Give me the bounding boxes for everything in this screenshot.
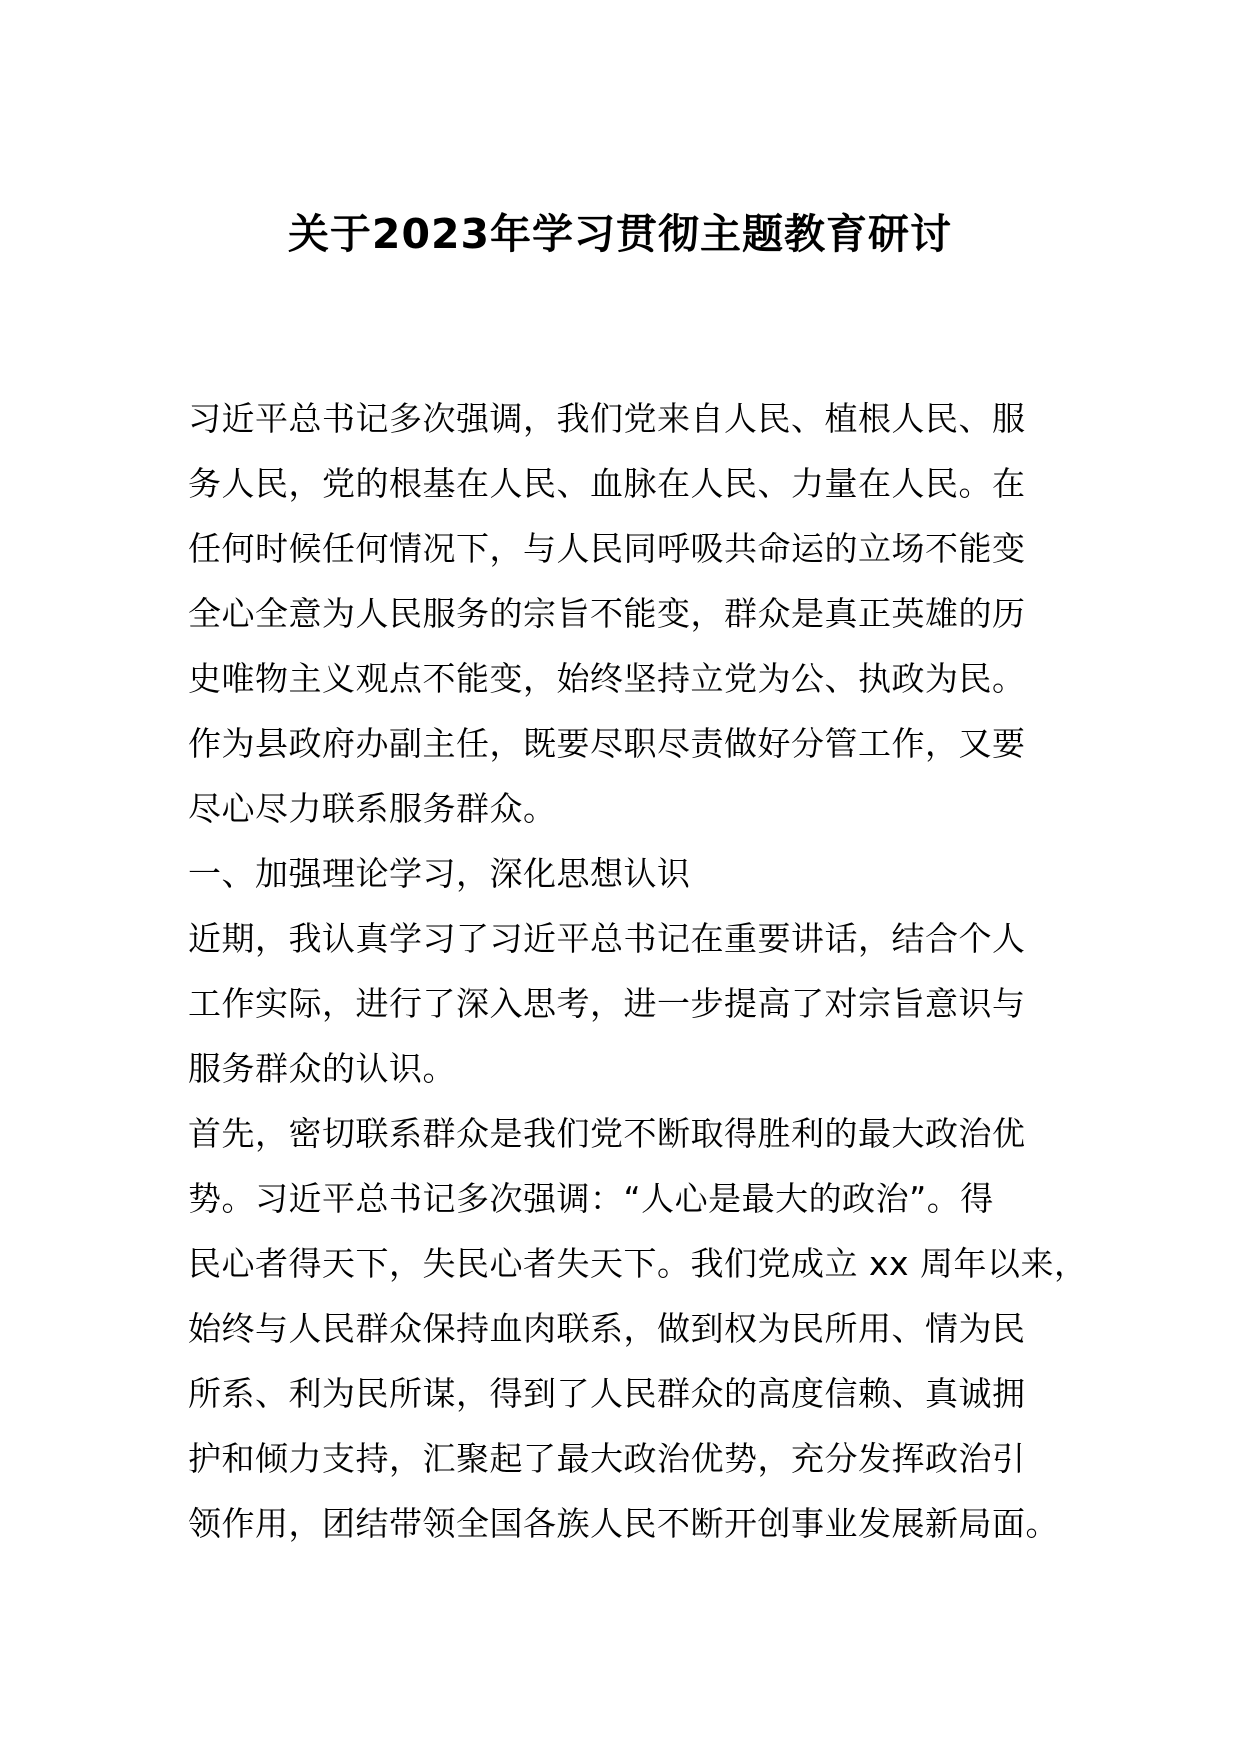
body-line: 近期，我认真学习了习近平总书记在重要讲话，结合个人: [188, 919, 1026, 958]
body-line: 工作实际，进行了深入思考，进一步提高了对宗旨意识与: [188, 984, 1026, 1023]
body-line: 习近平总书记多次强调，我们党来自人民、植根人民、服: [188, 399, 1026, 438]
body-line: 护和倾力支持，汇聚起了最大政治优势，充分发挥政治引: [188, 1439, 1026, 1478]
body-line: 史唯物主义观点不能变，始终坚持立党为公、执政为民。: [188, 659, 1026, 698]
body-line: 尽心尽力联系服务群众。: [188, 789, 557, 828]
body-line: 任何时候任何情况下，与人民同呼吸共命运的立场不能变: [188, 529, 1026, 568]
body-line: 民心者得天下，失民心者失天下。我们党成立 xx 周年以来，: [188, 1244, 1088, 1283]
body-line: 首先，密切联系群众是我们党不断取得胜利的最大政治优: [188, 1114, 1026, 1153]
body-line: 势。习近平总书记多次强调：“人心是最大的政治”。得: [188, 1179, 994, 1218]
body-line: 领作用，团结带领全国各族人民不断开创事业发展新局面。: [188, 1504, 1059, 1543]
document-title: 关于2023年学习贯彻主题教育研讨: [287, 210, 953, 258]
section-heading: 一、加强理论学习，深化思想认识: [188, 854, 691, 893]
body-line: 所系、利为民所谋，得到了人民群众的高度信赖、真诚拥: [188, 1374, 1026, 1413]
body-line: 务人民，党的根基在人民、血脉在人民、力量在人民。在: [188, 464, 1026, 503]
body-line: 全心全意为人民服务的宗旨不能变，群众是真正英雄的历: [188, 594, 1026, 633]
body-line: 服务群众的认识。: [188, 1049, 456, 1088]
body-line: 始终与人民群众保持血肉联系，做到权为民所用、情为民: [188, 1309, 1026, 1348]
body-line: 作为县政府办副主任，既要尽职尽责做好分管工作，又要: [188, 724, 1026, 763]
document-body: [188, 386, 1088, 1556]
